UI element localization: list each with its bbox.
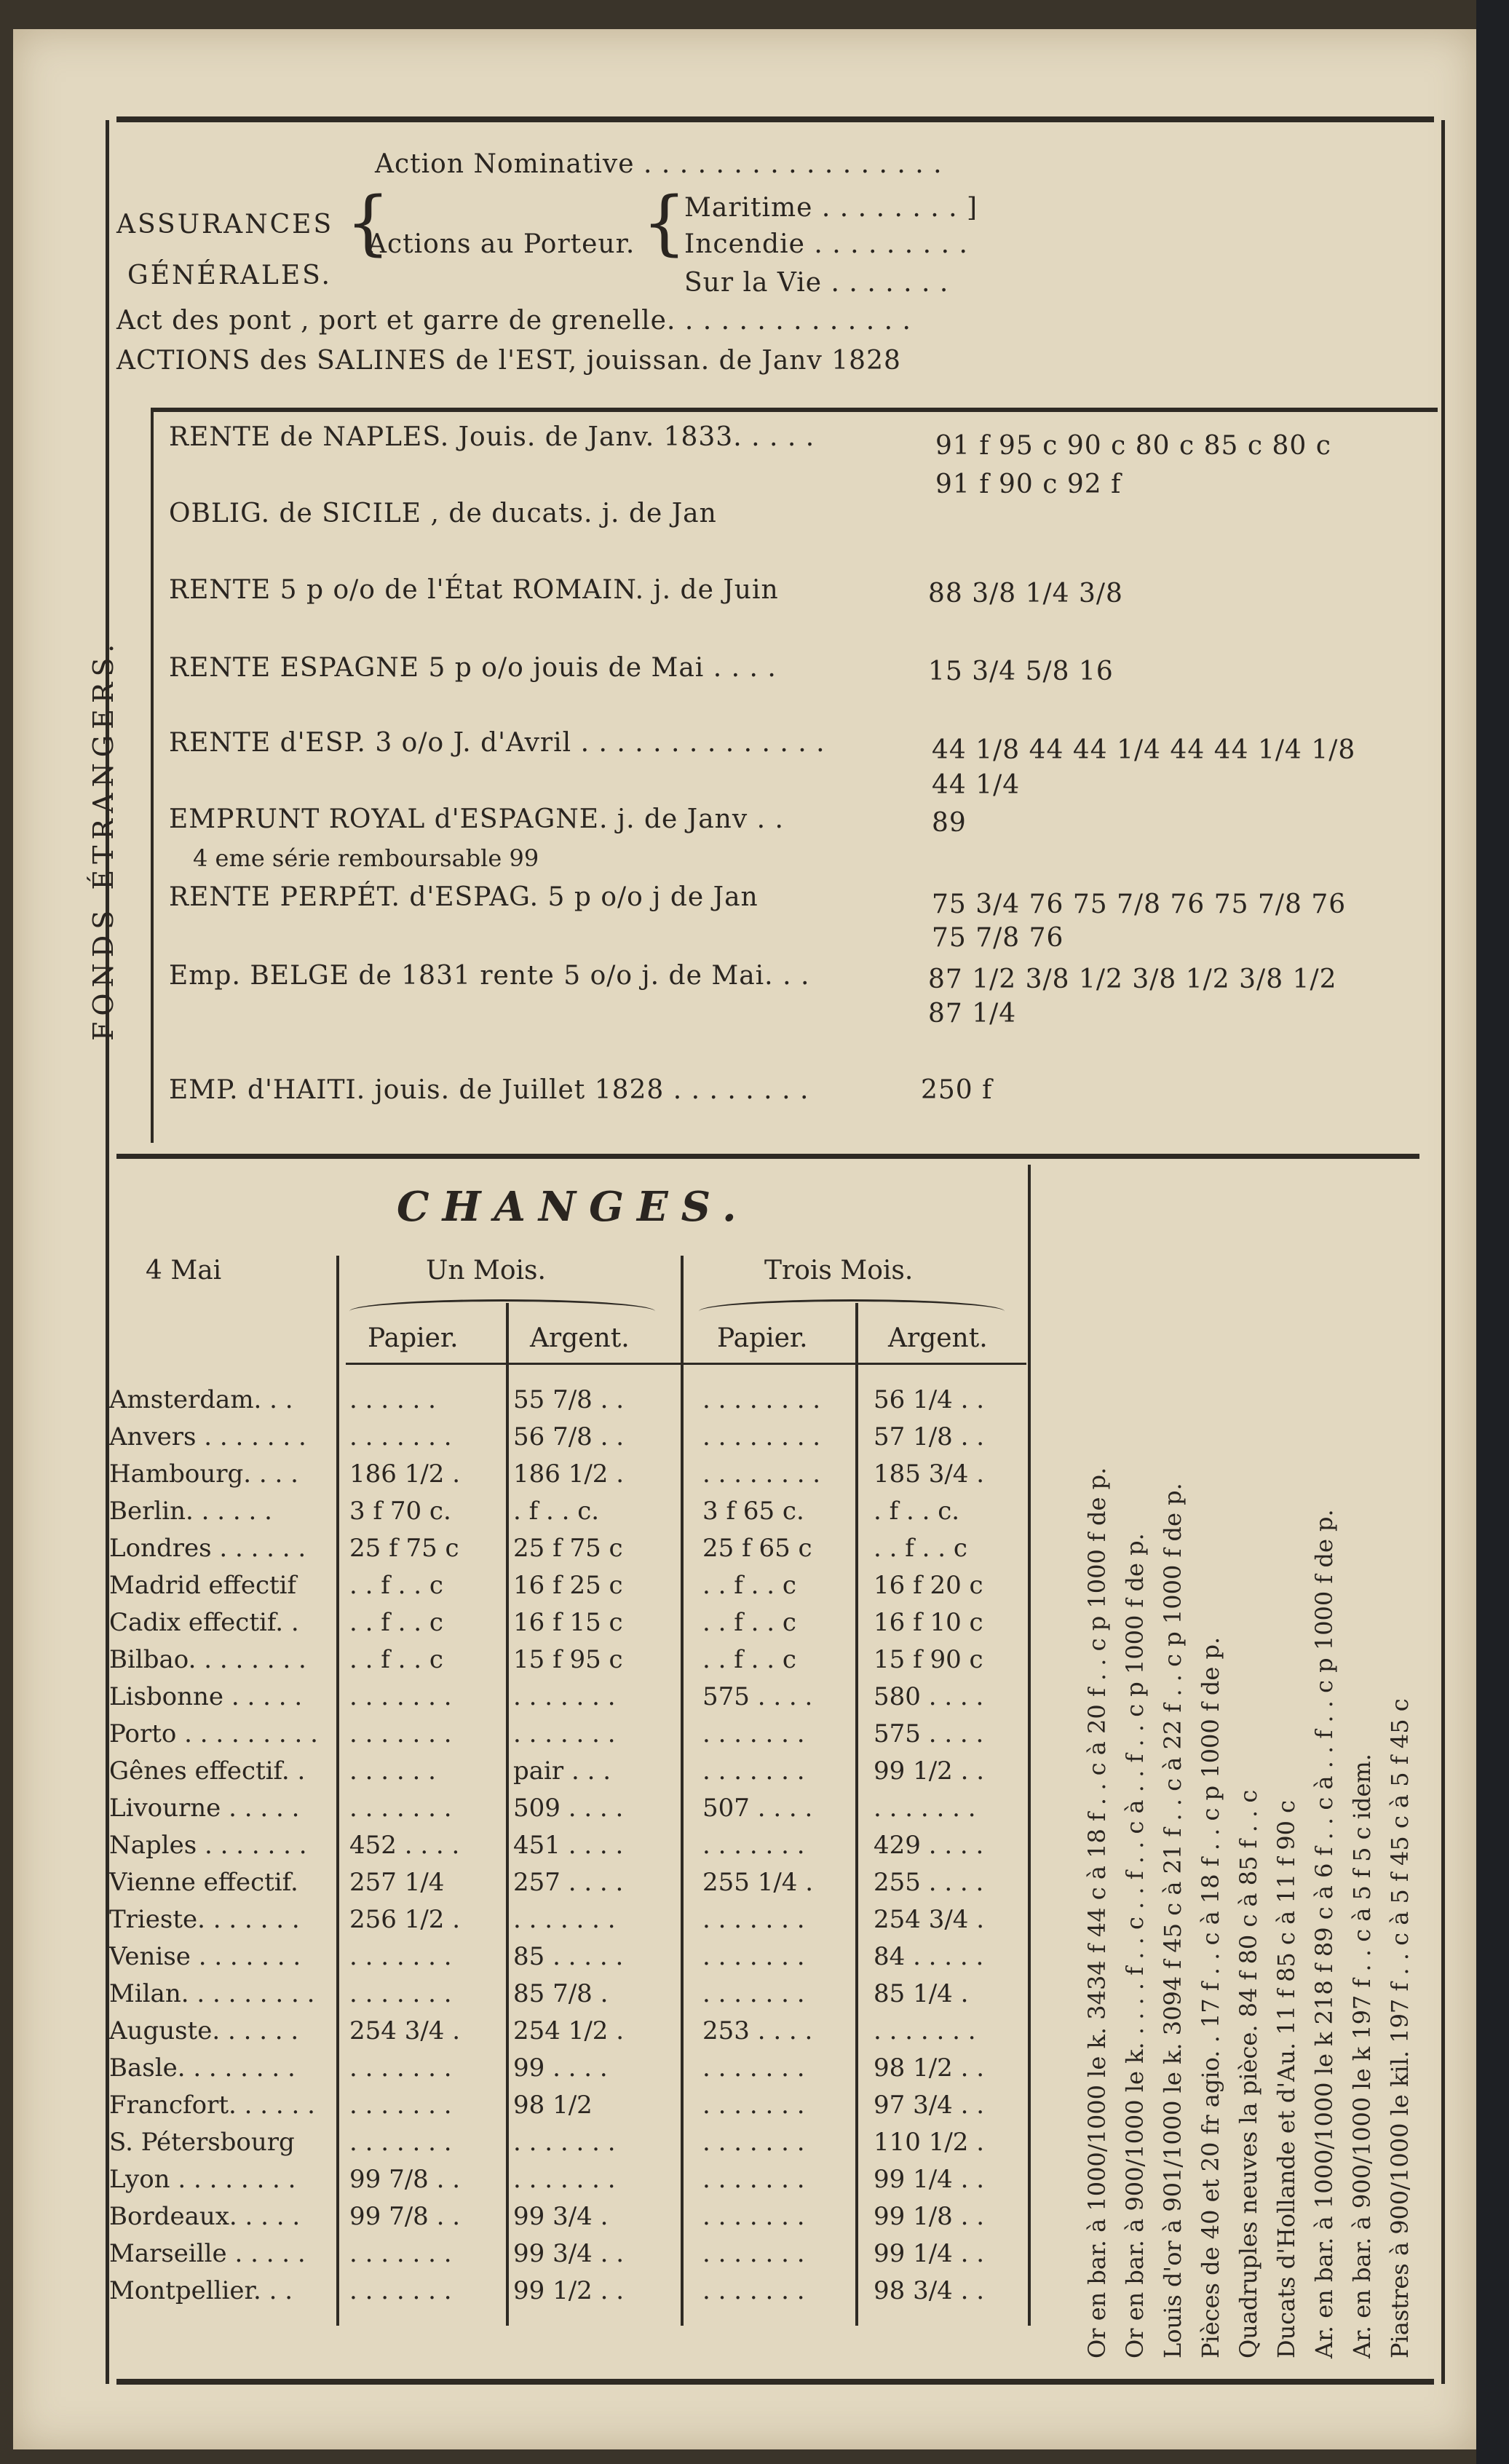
argent-1: . . . . . . . (513, 2128, 616, 2157)
table-row (109, 1864, 1026, 1901)
table-row (109, 1827, 1026, 1864)
papier-1: . . . . . . . (349, 1942, 452, 1971)
argent-3: 185 3/4 . (874, 1459, 985, 1489)
argent-1: . . . . . . . (513, 1905, 616, 1934)
act-pont: Act des pont , port et garre de grenelle. . . . . . . . . . . . . . (116, 306, 911, 336)
papier-1: . . . . . . . (349, 1719, 452, 1748)
fonds-item-value: 250 f (921, 1075, 993, 1105)
argent-3: . . . . . . . (874, 2016, 976, 2045)
argent-heading-2: Argent. (888, 1323, 988, 1353)
papier-1: . . . . . . . (349, 2276, 452, 2305)
argent-3: 575 . . . . (874, 1719, 984, 1748)
city: Lisbonne . . . . . (109, 1682, 303, 1711)
papier-3: . . . . . . . (702, 1979, 805, 2008)
fonds-item-value: 44 1/8 44 44 1/4 44 44 1/4 1/8 (932, 735, 1356, 765)
papier-3: . . f . . c (702, 1608, 796, 1637)
argent-1: 56 7/8 . . (513, 1422, 625, 1451)
table-row (109, 1641, 1026, 1679)
brace-left: { (346, 182, 391, 264)
papier-1: . . . . . . . (349, 2239, 452, 2268)
table-row (109, 1493, 1026, 1530)
metal-quadruples: Quadruples neuves la pièce. 84 f 80 c à 85 f . . c (1235, 1789, 1262, 2358)
table-row (109, 1530, 1026, 1567)
argent-1: pair . . . (513, 1756, 611, 1786)
papier-3: . . . . . . . (702, 2239, 805, 2268)
papier-3: . . . . . . . (702, 2091, 805, 2120)
city: Porto . . . . . . . . . (109, 1719, 318, 1748)
table-row (109, 2198, 1026, 2235)
papier-3: 253 . . . . (702, 2016, 813, 2045)
argent-3: 580 . . . . (874, 1682, 984, 1711)
papier-3: . . . . . . . (702, 2202, 805, 2231)
changes-date: 4 Mai (146, 1256, 222, 1286)
papier-1: 254 3/4 . (349, 2016, 461, 2045)
papier-3: 3 f 65 c. (702, 1497, 804, 1526)
table-row (109, 1976, 1026, 2013)
actions-porteur: Actions au Porteur. (368, 229, 635, 259)
argent-1: 25 f 75 c (513, 1534, 623, 1563)
top-rule (116, 116, 1434, 122)
maritime: Maritime . . . . . . . . ] (684, 193, 978, 223)
argent-1: 254 1/2 . (513, 2016, 625, 2045)
city: Londres . . . . . . (109, 1534, 306, 1563)
papier-heading-1: Papier. (368, 1323, 459, 1353)
city: Basle. . . . . . . . (109, 2053, 296, 2083)
papier-1: . . f . . c (349, 1571, 443, 1600)
table-row (109, 1679, 1026, 1716)
city: Berlin. . . . . . (109, 1497, 272, 1526)
argent-3: 85 1/4 . (874, 1979, 969, 2008)
fonds-item-value: 75 3/4 76 75 7/8 76 75 7/8 76 (932, 890, 1347, 919)
argent-1: 509 . . . . (513, 1794, 624, 1823)
metal-or-900: Or en bar. à 900/1000 le k. . . . . f . . c . . f . . c à . . f . . c p 1000 f de p. (1121, 1533, 1149, 2358)
papier-1: 99 7/8 . . (349, 2202, 461, 2231)
fonds-item-name: RENTE PERPÉT. d'ESPAG. 5 p o/o j de Jan (169, 882, 759, 912)
city: Lyon . . . . . . . . (109, 2165, 296, 2194)
fonds-item-name: RENTE ESPAGNE 5 p o/o jouis de Mai . . . . (169, 653, 777, 683)
fonds-item-value2: 44 1/4 (932, 770, 1021, 800)
trois-mois-heading: Trois Mois. (764, 1256, 914, 1286)
table-row (109, 1790, 1026, 1827)
table-row (109, 2087, 1026, 2124)
papier-3: 255 1/4 . (702, 1868, 814, 1897)
argent-3: 429 . . . . (874, 1831, 984, 1860)
fonds-item-value2: 91 f 90 c 92 f (935, 470, 1122, 499)
papier-3: . . . . . . . (702, 2053, 805, 2083)
table-row (109, 2235, 1026, 2273)
papier-3: . . . . . . . (702, 1831, 805, 1860)
city: Montpellier. . . (109, 2276, 293, 2305)
papier-3: . . . . . . . (702, 1905, 805, 1934)
table-row (109, 2161, 1026, 2198)
sur-la-vie: Sur la Vie . . . . . . . (684, 268, 949, 298)
fonds-item-name: EMP. d'HAITI. jouis. de Juillet 1828 . . . . . . . . (169, 1075, 809, 1105)
papier-1: 452 . . . . (349, 1831, 460, 1860)
un-mois-heading: Un Mois. (426, 1256, 546, 1286)
argent-1: 85 7/8 . (513, 1979, 609, 2008)
metal-ar-1000: Ar. en bar. à 1000/1000 le k 218 f 89 c à 6 f . . c à . . f . . c p 1000 f de p. (1310, 1509, 1338, 2358)
papier-3: . . . . . . . (702, 2276, 805, 2305)
fonds-item-name: OBLIG. de SICILE , de ducats. j. de Jan (169, 499, 717, 528)
brace-right: { (642, 182, 687, 264)
metal-pieces-40-20: Pièces de 40 et 20 fr agio. . 17 f . . c à 18 f . . c p 1000 f de p. (1197, 1636, 1224, 2358)
city: Trieste. . . . . . . (109, 1905, 300, 1934)
bottom-rule (116, 2379, 1434, 2385)
city: Amsterdam. . . (109, 1385, 293, 1414)
argent-1: 99 1/2 . . (513, 2276, 625, 2305)
fonds-item-value2: 87 1/4 (928, 999, 1017, 1029)
fonds-item-value: 87 1/2 3/8 1/2 3/8 1/2 3/8 1/2 (928, 964, 1337, 994)
argent-3: . . . . . . . (874, 1794, 976, 1823)
city: S. Pétersbourg (109, 2128, 295, 2157)
papier-heading-2: Papier. (717, 1323, 808, 1353)
fonds-item-value: 88 3/8 1/4 3/8 (928, 579, 1123, 609)
argent-3: 16 f 10 c (874, 1608, 983, 1637)
papier-1: . . f . . c (349, 1608, 443, 1637)
city: Naples . . . . . . . (109, 1831, 307, 1860)
papier-3: . . . . . . . . (702, 1459, 821, 1489)
argent-1: 15 f 95 c (513, 1645, 623, 1674)
changes-top-rule (116, 1154, 1419, 1159)
city: Bordeaux. . . . . (109, 2202, 301, 2231)
argent-3: 99 1/4 . . (874, 2239, 985, 2268)
city: Gênes effectif. . (109, 1756, 306, 1786)
argent-1: 99 . . . . (513, 2053, 608, 2083)
city: Francfort. . . . . . (109, 2091, 315, 2120)
argent-3: 97 3/4 . . (874, 2091, 985, 2120)
papier-3: . . . . . . . (702, 1719, 805, 1748)
city: Vienne effectif. (109, 1868, 298, 1897)
papier-3: . . f . . c (702, 1645, 796, 1674)
table-row (109, 1604, 1026, 1641)
table-row (109, 1753, 1026, 1790)
argent-1: 98 1/2 (513, 2091, 593, 2120)
papier-1: . . . . . . . (349, 1794, 452, 1823)
argent-1: . . . . . . . (513, 1719, 616, 1748)
metal-louis-or: Louis d'or à 901/1000 le k. 3094 f 45 c à 21 f . . c à 22 f . . c p 1000 f de p. (1159, 1483, 1187, 2358)
city: Cadix effectif. . (109, 1608, 299, 1637)
book-edge (1476, 0, 1509, 2464)
papier-1: . . . . . . . (349, 2091, 452, 2120)
actions-salines: ACTIONS des SALINES de l'EST, jouissan. de Janv 1828 (116, 346, 901, 376)
argent-3: 99 1/4 . . (874, 2165, 985, 2194)
papier-1: . . . . . . (349, 1756, 436, 1786)
papier-1: . . . . . . . (349, 1682, 452, 1711)
argent-heading-1: Argent. (530, 1323, 630, 1353)
papier-3: . . f . . c (702, 1571, 796, 1600)
argent-3: 99 1/8 . . (874, 2202, 985, 2231)
papier-3: . . . . . . . . (702, 1385, 821, 1414)
table-row (109, 2273, 1026, 2310)
fonds-item-name: RENTE 5 p o/o de l'État ROMAIN. j. de Juin (169, 575, 779, 605)
table-row (109, 2124, 1026, 2161)
argent-3: 99 1/2 . . (874, 1756, 985, 1786)
argent-1: 16 f 25 c (513, 1571, 623, 1600)
city: Livourne . . . . . (109, 1794, 300, 1823)
assurances-label: ASSURANCES (116, 210, 334, 239)
argent-3: 84 . . . . . (874, 1942, 984, 1971)
fonds-vrule (151, 408, 154, 1143)
papier-1: 256 1/2 . (349, 1905, 461, 1934)
argent-3: 110 1/2 . (874, 2128, 985, 2157)
argent-1: 451 . . . . (513, 1831, 624, 1860)
city: Venise . . . . . . . (109, 1942, 301, 1971)
metal-ar-900: Ar. en bar. à 900/1000 le k 197 f . . c à 5 f 5 c idem. (1348, 1754, 1376, 2358)
papier-3: 25 f 65 c (702, 1534, 812, 1563)
argent-3: 254 3/4 . (874, 1905, 985, 1934)
argent-1: 55 7/8 . . (513, 1385, 625, 1414)
fonds-item-value: 91 f 95 c 90 c 80 c 85 c 80 c (935, 431, 1331, 461)
fonds-top-rule (153, 408, 1438, 412)
argent-3: 15 f 90 c (874, 1645, 983, 1674)
papier-1: . . . . . . . (349, 2128, 452, 2157)
action-nominative: Action Nominative . . . . . . . . . . . . . . . . . (375, 149, 943, 179)
argent-3: 255 . . . . (874, 1868, 984, 1897)
table-row (109, 1382, 1026, 1419)
argent-3: . f . . c. (874, 1497, 960, 1526)
table-row (109, 1938, 1026, 1976)
argent-1: 99 3/4 . . (513, 2239, 625, 2268)
fonds-item-name: EMPRUNT ROYAL d'ESPAGNE. j. de Janv . . (169, 804, 784, 834)
argent-1: 257 . . . . (513, 1868, 624, 1897)
argent-3: 98 1/2 . . (874, 2053, 985, 2083)
city: Hambourg. . . . (109, 1459, 298, 1489)
argent-3: 57 1/8 . . (874, 1422, 985, 1451)
papier-1: . . . . . . . (349, 1422, 452, 1451)
papier-3: . . . . . . . . (702, 1422, 821, 1451)
papier-1: 99 7/8 . . (349, 2165, 461, 2194)
argent-1: 16 f 15 c (513, 1608, 623, 1637)
argent-3: 16 f 20 c (874, 1571, 983, 1600)
trois-mois-flourish (699, 1299, 1005, 1323)
argent-3: 98 3/4 . . (874, 2276, 985, 2305)
table-row (109, 1456, 1026, 1493)
table-row (109, 1419, 1026, 1456)
fonds-item-name: RENTE d'ESP. 3 o/o J. d'Avril . . . . . . . . . . . . . . (169, 728, 825, 758)
fonds-item-value: 89 (932, 808, 967, 838)
papier-3: . . . . . . . (702, 1756, 805, 1786)
papier-1: . . . . . . (349, 1385, 436, 1414)
generales-label: GÉNÉRALES. (127, 261, 332, 290)
argent-3: 56 1/4 . . (874, 1385, 985, 1414)
table-row (109, 1901, 1026, 1938)
metal-ducats: Ducats d'Hollande et d'Au. 11 f 85 c à 11 f 90 c (1272, 1799, 1300, 2358)
city: Madrid effectif (109, 1571, 297, 1600)
argent-1: . . . . . . . (513, 1682, 616, 1711)
fonds-item-name: 4 eme série remboursable 99 (193, 844, 539, 872)
city: Marseille . . . . . (109, 2239, 306, 2268)
metal-or-1000: Or en bar. à 1000/1000 le k. 3434 f 44 c à 18 f . . c à 20 f . . c p 1000 f de p. (1083, 1467, 1111, 2358)
fonds-etrangers-label: FONDS ÉTRANGERS. (87, 638, 119, 1041)
papier-1: 3 f 70 c. (349, 1497, 451, 1526)
fonds-item-name: Emp. BELGE de 1831 rente 5 o/o j. de Mai. . . (169, 961, 810, 991)
table-row (109, 1567, 1026, 1604)
papier-1: . . . . . . . (349, 2053, 452, 2083)
papier-3: 575 . . . . (702, 1682, 813, 1711)
argent-1: . . . . . . . (513, 2165, 616, 2194)
table-row (109, 1716, 1026, 1753)
fonds-item-value2: 75 7/8 76 (932, 923, 1064, 953)
table-row (109, 2050, 1026, 2087)
table-row (109, 2013, 1026, 2050)
argent-3: . . f . . c (874, 1534, 967, 1563)
argent-1: 85 . . . . . (513, 1942, 624, 1971)
changes-title: CHANGES. (397, 1183, 750, 1231)
argent-1: 186 1/2 . (513, 1459, 625, 1489)
city: Auguste. . . . . . (109, 2016, 299, 2045)
city: Bilbao. . . . . . . . (109, 1645, 306, 1674)
argent-1: . f . . c. (513, 1497, 600, 1526)
papier-1: . . f . . c (349, 1645, 443, 1674)
papier-1: . . . . . . . (349, 1979, 452, 2008)
header-underline (346, 1363, 1026, 1365)
papier-3: . . . . . . . (702, 2165, 805, 2194)
un-mois-flourish (349, 1299, 655, 1323)
papier-1: 257 1/4 (349, 1868, 445, 1897)
argent-1: 99 3/4 . (513, 2202, 609, 2231)
metal-piastres: Piastres à 900/1000 le kil. 197 f . . c à 5 f 45 c à 5 f 45 c (1386, 1698, 1414, 2358)
papier-3: . . . . . . . (702, 1942, 805, 1971)
fonds-item-name: RENTE de NAPLES. Jouis. de Janv. 1833. . . . . (169, 422, 815, 452)
papier-1: 25 f 75 c (349, 1534, 459, 1563)
fonds-item-value: 15 3/4 5/8 16 (928, 657, 1114, 686)
papier-3: . . . . . . . (702, 2128, 805, 2157)
city: Anvers . . . . . . . (109, 1422, 306, 1451)
incendie: Incendie . . . . . . . . . (684, 229, 968, 259)
city: Milan. . . . . . . . . (109, 1979, 315, 2008)
papier-1: 186 1/2 . (349, 1459, 461, 1489)
papier-3: 507 . . . . (702, 1794, 813, 1823)
